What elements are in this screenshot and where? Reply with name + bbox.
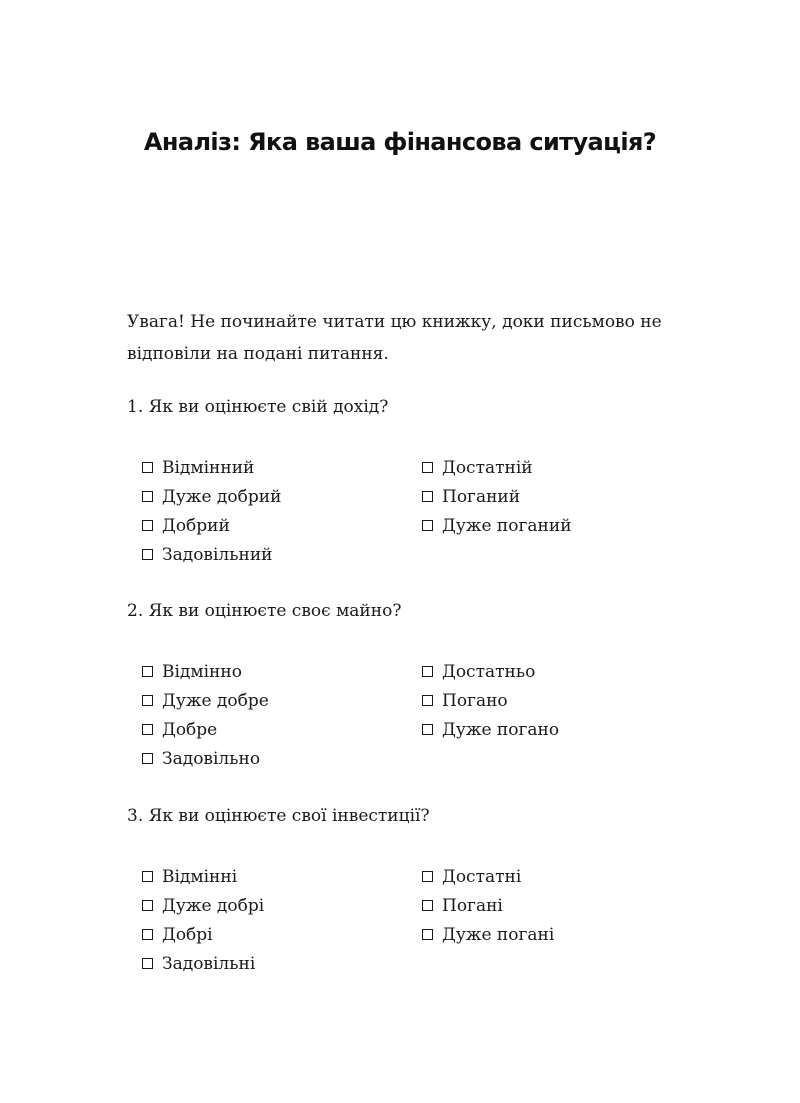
option[interactable]	[422, 862, 554, 891]
checkbox-icon[interactable]	[142, 724, 153, 735]
question-1	[127, 395, 727, 573]
question-text: 1. Як ви оцінюєте свій дохід?	[127, 397, 389, 417]
option[interactable]	[422, 482, 572, 511]
options-group	[127, 657, 727, 777]
options-group	[127, 453, 727, 573]
page-title: Аналіз: Яка ваша фінансова ситуація?	[143, 128, 657, 156]
option-label: Дуже добре	[162, 690, 269, 711]
options-column-left	[142, 862, 264, 978]
option-label: Достатньо	[442, 661, 536, 682]
option-label: Відмінні	[162, 866, 238, 887]
option[interactable]	[422, 920, 554, 949]
option[interactable]	[142, 511, 281, 540]
options-column-left	[142, 453, 281, 569]
checkbox-icon[interactable]	[142, 695, 153, 706]
option[interactable]	[142, 744, 269, 773]
option[interactable]	[422, 686, 559, 715]
checkbox-icon[interactable]	[142, 666, 153, 677]
checkbox-icon[interactable]	[422, 491, 433, 502]
question-3	[127, 804, 727, 982]
option[interactable]	[422, 453, 572, 482]
checkbox-icon[interactable]	[142, 900, 153, 911]
checkbox-icon[interactable]	[142, 929, 153, 940]
option[interactable]	[142, 686, 269, 715]
question-2	[127, 599, 727, 777]
option-label: Дуже погано	[442, 719, 560, 740]
option-label: Задовільні	[162, 953, 256, 974]
option[interactable]	[142, 540, 281, 569]
option[interactable]	[142, 920, 264, 949]
options-column-left	[142, 657, 269, 773]
checkbox-icon[interactable]	[422, 666, 433, 677]
options-group	[127, 862, 727, 982]
option-label: Дуже поганий	[442, 515, 572, 536]
option-label: Дуже добрі	[162, 895, 265, 916]
option[interactable]	[142, 482, 281, 511]
options-column-right	[422, 862, 554, 949]
checkbox-icon[interactable]	[422, 929, 433, 940]
checkbox-icon[interactable]	[422, 520, 433, 531]
option[interactable]	[142, 949, 264, 978]
option[interactable]	[422, 891, 554, 920]
option[interactable]	[142, 891, 264, 920]
option-label: Добре	[162, 719, 218, 740]
checkbox-icon[interactable]	[142, 462, 153, 473]
checkbox-icon[interactable]	[142, 520, 153, 531]
checkbox-icon[interactable]	[422, 695, 433, 706]
option[interactable]	[142, 862, 264, 891]
option-label: Погано	[442, 690, 508, 711]
options-column-right	[422, 657, 559, 744]
option-label: Дуже погані	[442, 924, 555, 945]
checkbox-icon[interactable]	[422, 871, 433, 882]
option[interactable]	[422, 715, 559, 744]
intro-paragraph: Увага! Не починайте читати цю книжку, доки письмово не відповіли на подані питання.	[127, 312, 662, 364]
checkbox-icon[interactable]	[142, 549, 153, 560]
option-label: Відмінно	[162, 661, 242, 682]
option-label: Достатній	[442, 457, 533, 478]
option-label: Поганий	[442, 486, 521, 507]
question-text: 2. Як ви оцінюєте своє майно?	[127, 601, 402, 621]
option-label: Добрі	[162, 924, 213, 945]
checkbox-icon[interactable]	[142, 958, 153, 969]
checkbox-icon[interactable]	[142, 753, 153, 764]
option[interactable]	[422, 511, 572, 540]
option-label: Задовільно	[162, 748, 261, 769]
option[interactable]	[142, 453, 281, 482]
option-label: Погані	[442, 895, 503, 916]
option-label: Задовільний	[162, 544, 273, 565]
checkbox-icon[interactable]	[422, 724, 433, 735]
option-label: Відмінний	[162, 457, 255, 478]
option-label: Достатні	[442, 866, 522, 887]
option-label: Дуже добрий	[162, 486, 282, 507]
checkbox-icon[interactable]	[142, 491, 153, 502]
question-text: 3. Як ви оцінюєте свої інвестиції?	[127, 806, 430, 826]
checkbox-icon[interactable]	[142, 871, 153, 882]
option[interactable]	[422, 657, 559, 686]
option-label: Добрий	[162, 515, 230, 536]
checkbox-icon[interactable]	[422, 462, 433, 473]
checkbox-icon[interactable]	[422, 900, 433, 911]
option[interactable]	[142, 657, 269, 686]
option[interactable]	[142, 715, 269, 744]
options-column-right	[422, 453, 572, 540]
